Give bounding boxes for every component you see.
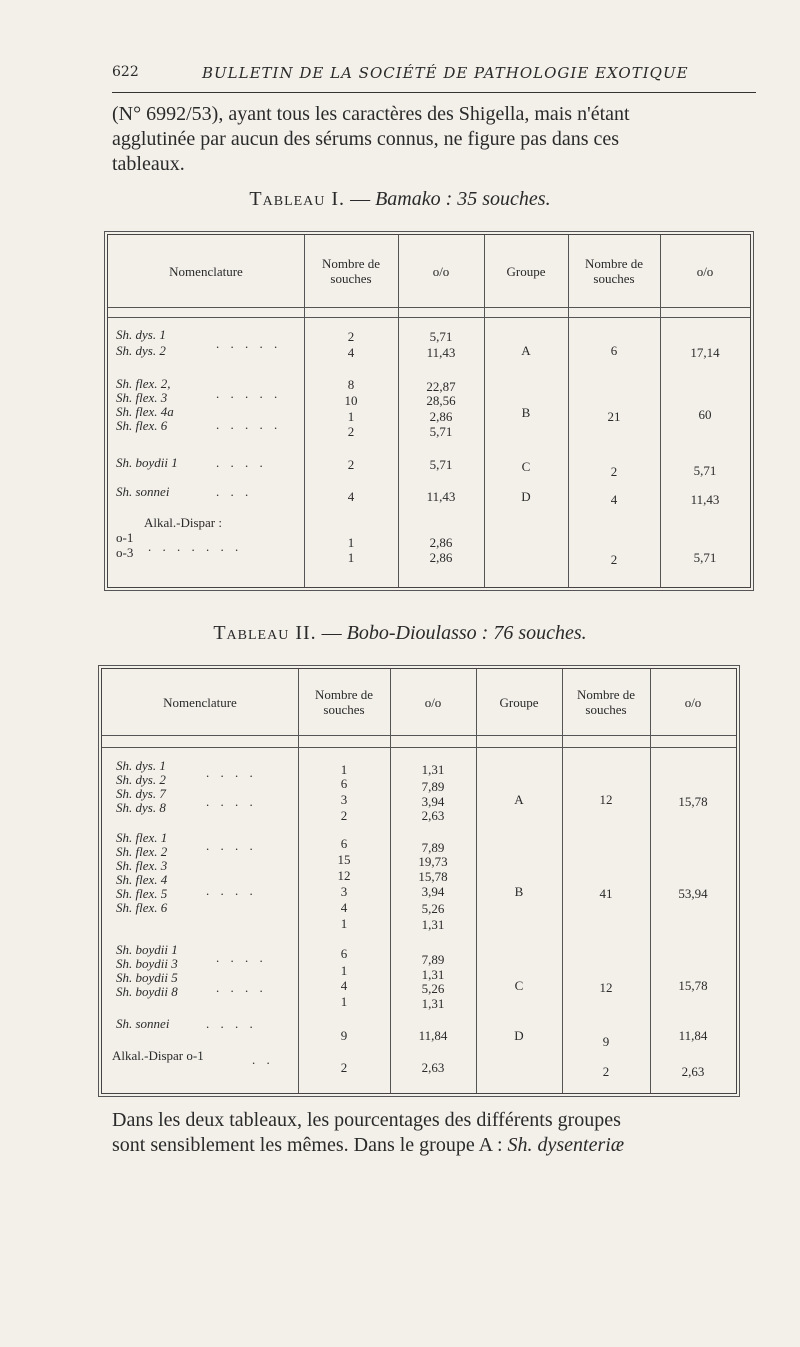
row-name: Sh. flex. 3 [116, 390, 168, 405]
row-name: Sh. boydii 1 [116, 455, 178, 470]
row-percent: 2,86 [429, 550, 453, 565]
dot-leader: . . . . [206, 1016, 257, 1031]
row-percent: 5,71 [429, 329, 453, 344]
row-count: 12 [337, 868, 351, 883]
header-divider [108, 307, 750, 308]
row-name: Sh. flex. 2, [116, 376, 171, 391]
row-percent: 1,31 [421, 967, 445, 982]
dot-leader: . . . [216, 484, 253, 499]
row-count: 1 [340, 963, 348, 978]
row-name: Sh. boydii 8 [116, 984, 178, 999]
header-group: Groupe [506, 263, 546, 279]
row-count: 15 [337, 852, 351, 867]
table-2-title: Bobo-Dioulasso : 76 souches. [346, 622, 587, 644]
row-percent: 5,26 [421, 901, 445, 916]
row-name: Sh. dys. 2 [116, 772, 166, 787]
row-name: o-3 [116, 545, 134, 560]
table-1-caption [0, 188, 800, 211]
group-letter: A [521, 343, 531, 358]
group-percent: 53,94 [678, 886, 708, 901]
row-count: 1 [340, 916, 348, 931]
row-count: 6 [340, 776, 348, 791]
row-percent: 5,71 [429, 457, 453, 472]
table-2-label: Tableau II. [213, 622, 317, 644]
row-percent: 22,87 [426, 379, 456, 394]
row-percent: 5,71 [429, 424, 453, 439]
header-group-percent: o/o [696, 263, 714, 279]
table-1 [107, 234, 751, 588]
header-count: Nombre de souches [321, 256, 381, 286]
group-count: 9 [602, 1034, 610, 1049]
group-letter: B [514, 884, 524, 899]
row-count: 4 [347, 489, 355, 504]
row-name: Alkal.-Dispar : [144, 515, 222, 530]
row-count: 1 [347, 550, 355, 565]
row-percent: 7,89 [421, 840, 445, 855]
row-percent: 3,94 [421, 794, 445, 809]
group-count: 4 [610, 492, 618, 507]
header-group: Groupe [499, 694, 539, 710]
conclusion-paragraph [112, 1108, 762, 1158]
row-count: 4 [340, 978, 348, 993]
group-letter: C [521, 459, 531, 474]
group-count: 21 [607, 409, 621, 424]
group-count: 2 [610, 464, 618, 479]
row-percent: 2,86 [429, 409, 453, 424]
row-count: 8 [347, 377, 355, 392]
row-name: Sh. flex. 6 [116, 900, 168, 915]
row-percent: 1,31 [421, 996, 445, 1011]
group-count: 6 [610, 343, 618, 358]
group-percent: 5,71 [693, 463, 717, 478]
row-name: Sh. sonnei [116, 1016, 170, 1031]
row-count: 3 [340, 884, 348, 899]
group-letter: B [521, 405, 531, 420]
row-percent: 7,89 [421, 779, 445, 794]
table-1-dash: — [350, 188, 371, 210]
row-name: Sh. flex. 3 [116, 858, 168, 873]
group-count: 2 [610, 552, 618, 567]
row-count: 1 [347, 409, 355, 424]
row-percent: 2,63 [421, 808, 445, 823]
header-rule [112, 92, 756, 93]
group-percent: 11,84 [678, 1028, 708, 1043]
header-group-count: Nombre de souches [584, 256, 644, 286]
row-count: 2 [340, 1060, 348, 1075]
row-name: Sh. flex. 2 [116, 844, 168, 859]
group-letter: D [521, 489, 531, 504]
dot-leader: . . . . [216, 950, 267, 965]
dot-leader: . . [252, 1052, 274, 1067]
header-count: Nombre de souches [314, 687, 374, 717]
row-percent: 1,31 [421, 762, 445, 777]
row-percent: 11,84 [418, 1028, 448, 1043]
intro-line-1: (N° 6992/53), ayant tous les caractères des Shigella, mais n'étant [112, 103, 630, 125]
group-percent: 11,43 [690, 492, 720, 507]
header-group-count: Nombre de souches [576, 687, 636, 717]
row-count: 1 [347, 535, 355, 550]
row-name: Sh. dys. 1 [116, 758, 166, 773]
group-letter: A [514, 792, 524, 807]
dot-leader: . . . . [206, 838, 257, 853]
group-percent: 15,78 [678, 978, 708, 993]
row-name: o-1 [116, 530, 134, 545]
dot-leader: . . . . [206, 883, 257, 898]
header-divider [102, 747, 736, 748]
row-name: Sh. boydii 1 [116, 942, 178, 957]
header-percent: o/o [424, 694, 442, 710]
row-count: 10 [344, 393, 358, 408]
header-nomenclature: Nomenclature [163, 694, 237, 710]
row-name: Sh. flex. 5 [116, 886, 168, 901]
row-percent: 3,94 [421, 884, 445, 899]
table-2-caption [0, 622, 800, 645]
intro-paragraph [112, 102, 762, 177]
header-group-percent: o/o [684, 694, 702, 710]
dot-leader: . . . . [216, 455, 267, 470]
group-count: 12 [599, 792, 613, 807]
journal-title: BULLETIN DE LA SOCIÉTÉ DE PATHOLOGIE EXOTIQUE [202, 64, 689, 82]
conclusion-species: Sh. dysenteriæ [507, 1134, 625, 1156]
row-count: 1 [340, 994, 348, 1009]
row-name: Sh. dys. 7 [116, 786, 166, 801]
group-count: 12 [599, 980, 613, 995]
group-percent: 5,71 [693, 550, 717, 565]
dot-leader: . . . . [206, 765, 257, 780]
row-count: 2 [347, 329, 355, 344]
dot-leader: . . . . . . . [148, 539, 243, 554]
row-percent: 7,89 [421, 952, 445, 967]
row-count: 2 [340, 808, 348, 823]
page-number: 622 [112, 64, 139, 80]
row-percent: 1,31 [421, 917, 445, 932]
row-percent: 15,78 [418, 869, 448, 884]
row-count: 6 [340, 836, 348, 851]
intro-line-2: agglutinée par aucun des sérums connus, ne figure pas dans ces [112, 128, 620, 150]
row-percent: 19,73 [418, 854, 448, 869]
row-name: Sh. sonnei [116, 484, 170, 499]
running-header [112, 64, 752, 92]
table-2 [101, 668, 737, 1094]
conclusion-line-2: sont sensiblement les mêmes. Dans le groupe A : [112, 1134, 508, 1156]
group-letter: D [514, 1028, 524, 1043]
row-name: Sh. flex. 6 [116, 418, 168, 433]
row-count: 2 [347, 457, 355, 472]
table-1-label: Tableau I. [249, 188, 346, 210]
row-percent: 28,56 [426, 393, 456, 408]
dot-leader: . . . . . [216, 386, 282, 401]
group-percent: 17,14 [690, 345, 720, 360]
table-1-title: Bamako : 35 souches. [375, 188, 551, 210]
group-count: 2 [602, 1064, 610, 1079]
row-percent: 5,26 [421, 981, 445, 996]
row-count: 1 [340, 762, 348, 777]
row-percent: 11,43 [426, 489, 456, 504]
row-count: 2 [347, 424, 355, 439]
dot-leader: . . . . . [216, 417, 282, 432]
row-name: Sh. dys. 1 [116, 327, 166, 342]
conclusion-line-1: Dans les deux tableaux, les pourcentages des différents groupes [112, 1109, 621, 1131]
row-count: 3 [340, 792, 348, 807]
row-name: Sh. boydii 5 [116, 970, 178, 985]
row-name: Sh. boydii 3 [116, 956, 178, 971]
row-count: 6 [340, 946, 348, 961]
group-count: 41 [599, 886, 613, 901]
row-count: 4 [340, 900, 348, 915]
row-name: Sh. flex. 1 [116, 830, 168, 845]
row-name: Sh. dys. 8 [116, 800, 166, 815]
row-percent: 2,86 [429, 535, 453, 550]
row-percent: 2,63 [421, 1060, 445, 1075]
group-letter: C [514, 978, 524, 993]
table-2-dash: — [321, 622, 342, 644]
group-percent: 15,78 [678, 794, 708, 809]
header-divider [108, 317, 750, 318]
group-percent: 2,63 [681, 1064, 705, 1079]
dot-leader: . . . . [216, 980, 267, 995]
dot-leader: . . . . . [216, 336, 282, 351]
row-name: Sh. dys. 2 [116, 343, 166, 358]
row-name: Sh. flex. 4a [116, 404, 174, 419]
row-name: Sh. flex. 4 [116, 872, 168, 887]
dot-leader: . . . . [206, 794, 257, 809]
row-name: Alkal.-Dispar o-1 [112, 1048, 204, 1063]
group-percent: 60 [698, 407, 712, 422]
row-count: 4 [347, 345, 355, 360]
header-percent: o/o [432, 263, 450, 279]
intro-line-3: tableaux. [112, 153, 185, 175]
header-nomenclature: Nomenclature [169, 263, 243, 279]
row-count: 9 [340, 1028, 348, 1043]
header-divider [102, 735, 736, 736]
row-percent: 11,43 [426, 345, 456, 360]
